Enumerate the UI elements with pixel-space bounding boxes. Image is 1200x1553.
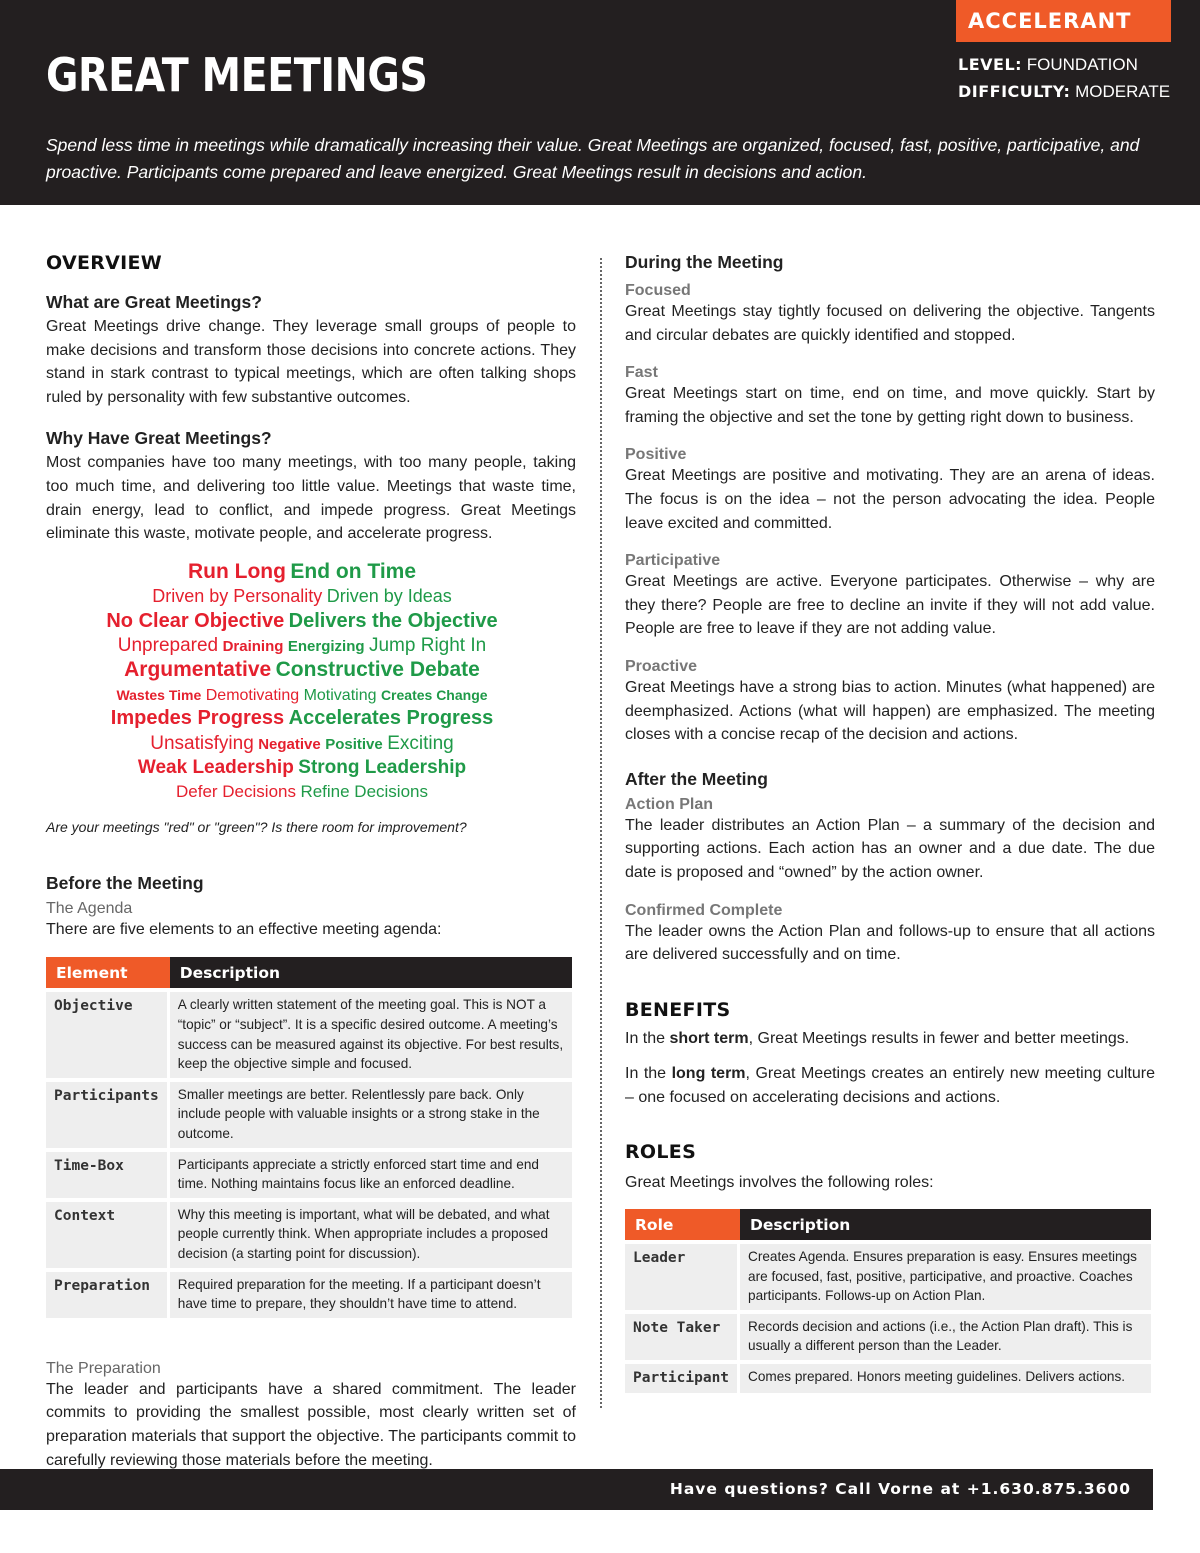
overview-heading: OVERVIEW <box>46 252 163 274</box>
before-title: Before the Meeting <box>46 872 204 893</box>
left-column <box>46 252 576 1472</box>
row-description: Smaller meetings are better. Relentlessly pare back. Only include people with valuable insights or a strong stake in the outcome. <box>170 1082 572 1148</box>
cloud-word: Unprepared <box>117 634 219 656</box>
focused-body: Great Meetings stay tightly focused on delivering the objective. Tangents and circular debates are quickly identified and stopped. <box>625 303 1155 344</box>
row-description: Participants appreciate a strictly enforced start time and end time. Nothing maintains focus like an enforced deadline. <box>170 1152 572 1198</box>
what-title: What are Great Meetings? <box>46 292 262 312</box>
cloud-question: Are your meetings "red" or "green"? Is there room for improvement? <box>46 818 467 835</box>
long-post: , Great Meetings creates an entirely new meeting culture – one focused on accelerating decisions and actions. <box>625 1065 1156 1106</box>
difficulty-value: MODERATE <box>1070 82 1171 101</box>
cloud-word: Argumentative <box>124 658 272 682</box>
row-description: A clearly written statement of the meeting goal. This is NOT a “topic” or “subject”. It is a specific desired outcome. A meeting’s success can be measured against its objective. For best results, keep the objective simple and focused. <box>170 992 572 1077</box>
long-bold: long term <box>671 1065 746 1083</box>
cloud-word: Positive <box>325 735 383 753</box>
cloud-word: Negative <box>258 735 321 753</box>
row-label: Context <box>46 1202 170 1268</box>
difficulty-label: DIFFICULTY: <box>958 82 1071 101</box>
agenda-title: The Agenda <box>46 899 133 917</box>
proactive-head: Proactive <box>625 657 698 675</box>
row-description: Required preparation for the meeting. If a participant doesn’t have time to prepare, they shouldn’t have time to attend. <box>170 1272 572 1318</box>
cloud-word: Demotivating <box>205 686 300 704</box>
cloud-word: End on Time <box>290 559 417 583</box>
level-value: FOUNDATION <box>1022 55 1138 74</box>
cloud-word: Unsatisfying <box>150 732 254 754</box>
level-label: LEVEL: <box>958 55 1023 74</box>
row-label: Preparation <box>46 1272 170 1318</box>
table-header-element: Element <box>46 957 170 988</box>
short-post: , Great Meetings results in fewer and better meetings. <box>748 1029 1130 1047</box>
right-column <box>625 252 1155 1397</box>
cloud-word: Driven by Personality <box>152 586 323 607</box>
row-label: Objective <box>46 992 170 1077</box>
tagline: Spend less time in meetings while dramatically increasing their value. Great Meetings are organized, focused, fast, positive, participative, and proactive. Participants come prepared and leave energized. Great Meetings result in decisions and action. <box>46 135 1140 182</box>
benefits-short <box>625 1027 1155 1051</box>
page-title: GREAT MEETINGS <box>46 48 428 102</box>
cloud-word: Strong Leadership <box>298 757 467 778</box>
cloud-word: Impedes Progress <box>110 707 285 730</box>
header-banner <box>0 0 1200 205</box>
action-plan-head: Action Plan <box>625 795 714 813</box>
table-row <box>46 1202 572 1268</box>
participative-body: Great Meetings are active. Everyone participates. Otherwise – why are they there? People are free to decline an invite if they will not add value. People are free to leave if they are not adding value. <box>625 573 1155 638</box>
column-divider <box>600 258 602 1408</box>
positive-body: Great Meetings are positive and motivating. They are an arena of ideas. The focus is on the idea – not the person advocating the idea. People leave excited and committed. <box>625 467 1155 532</box>
table-row <box>46 992 572 1077</box>
brand-label: ACCELERANT <box>956 0 1171 42</box>
table-header-description: Description <box>740 1209 1151 1240</box>
cloud-word: Delivers the Objective <box>288 609 498 632</box>
footer-bar: Have questions? Call Vorne at +1.630.875.3600 <box>0 1469 1153 1510</box>
level-line <box>958 51 1170 78</box>
table-header-description: Description <box>170 957 572 988</box>
cloud-word: Constructive Debate <box>275 658 480 682</box>
cloud-word: Accelerates Progress <box>288 707 494 730</box>
cloud-word: Wastes Time <box>116 686 202 703</box>
participative-head: Participative <box>625 552 721 570</box>
table-header-row <box>46 957 572 988</box>
cloud-word: Draining <box>222 637 284 655</box>
cloud-word: Driven by Ideas <box>326 586 452 607</box>
fast-head: Fast <box>625 364 658 382</box>
row-label: Participant <box>625 1364 740 1393</box>
confirmed-body: The leader owns the Action Plan and follows-up to ensure that all actions are delivered successfully and on time. <box>625 922 1155 964</box>
benefits-heading: BENEFITS <box>625 998 731 1021</box>
table-row <box>625 1364 1151 1393</box>
roles-table <box>625 1205 1151 1397</box>
proactive-body: Great Meetings have a strong bias to action. Minutes (what happened) are deemphasized. Actions (what will happen) are emphasized. The meeting closes with a concise recap of the decision and actions. <box>625 678 1155 744</box>
cloud-word: Refine Decisions <box>300 782 428 802</box>
table-row <box>625 1314 1151 1360</box>
cloud-word: Weak Leadership <box>137 757 294 778</box>
cloud-word: Jump Right In <box>368 634 487 656</box>
confirmed-head: Confirmed Complete <box>625 901 783 919</box>
cloud-word: Creates Change <box>380 686 488 703</box>
focused-head: Focused <box>625 282 691 299</box>
prep-title: The Preparation <box>46 1359 161 1377</box>
prep-body: The leader and participants have a shared commitment. The leader commits to providing the smallest possible, most clearly written set of preparation materials that support the objective. The participants commit to carefully reviewing those materials before the meeting. <box>46 1380 576 1469</box>
row-description: Creates Agenda. Ensures preparation is easy. Ensures meetings are focused, fast, positive, participative, and proactive. Coaches participants. Follows-up on Action Plan. <box>740 1244 1151 1310</box>
cloud-word: Energizing <box>287 637 365 655</box>
agenda-table <box>46 953 572 1321</box>
row-description: Why this meeting is important, what will be debated, and what people currently think. When appropriate includes a proposed decision (a starting point for discussion). <box>170 1202 572 1268</box>
agenda-intro: There are five elements to an effective meeting agenda: <box>46 920 442 938</box>
cloud-word: No Clear Objective <box>106 609 285 632</box>
roles-heading: ROLES <box>625 1141 697 1164</box>
table-header-row <box>625 1209 1151 1240</box>
row-description: Comes prepared. Honors meeting guidelines. Delivers actions. <box>740 1364 1151 1393</box>
cloud-word: Exciting <box>387 732 454 754</box>
table-row <box>46 1152 572 1198</box>
long-pre: In the <box>625 1065 672 1083</box>
level-meta <box>958 51 1170 105</box>
short-pre: In the <box>625 1029 670 1047</box>
table-row <box>625 1244 1151 1310</box>
action-plan-body: The leader distributes an Action Plan – a summary of the decision and supporting actions. Each action has an owner and a due date. The due date is proposed and “owned” by the action owner. <box>625 816 1155 881</box>
row-label: Participants <box>46 1082 170 1148</box>
row-label: Note Taker <box>625 1314 740 1360</box>
row-description: Records decision and actions (i.e., the Action Plan draft). This is usually a different person than the Leader. <box>740 1314 1151 1360</box>
word-cloud <box>46 560 558 805</box>
benefits-long <box>625 1062 1155 1109</box>
fast-body: Great Meetings start on time, end on time, and move quickly. Start by framing the objective and set the tone by getting right down to business. <box>625 385 1155 426</box>
table-header-role: Role <box>625 1209 740 1240</box>
after-title: After the Meeting <box>625 768 768 789</box>
short-bold: short term <box>669 1029 749 1047</box>
table-row <box>46 1272 572 1318</box>
roles-intro: Great Meetings involves the following roles: <box>625 1174 934 1192</box>
why-body: Most companies have too many meetings, with too many people, taking too much time, and delivering too little value. Meetings that waste time, drain energy, lead to conflict, and impede progress. Great Meetings eliminate this waste, motivate people, and accelerate progress. <box>46 454 576 543</box>
row-label: Leader <box>625 1244 740 1310</box>
cloud-word: Motivating <box>303 686 377 704</box>
during-title: During the Meeting <box>625 252 784 272</box>
row-label: Time-Box <box>46 1152 170 1198</box>
positive-head: Positive <box>625 446 687 464</box>
what-body: Great Meetings drive change. They leverage small groups of people to make decisions and transform those decisions into concrete actions. They stand in stark contrast to typical meetings, which are often talking shops ruled by personality with few substantive outcomes. <box>46 318 576 406</box>
why-title: Why Have Great Meetings? <box>46 428 272 449</box>
difficulty-line <box>958 78 1170 105</box>
cloud-word: Defer Decisions <box>175 782 296 802</box>
table-row <box>46 1082 572 1148</box>
cloud-word: Run Long <box>187 559 286 583</box>
